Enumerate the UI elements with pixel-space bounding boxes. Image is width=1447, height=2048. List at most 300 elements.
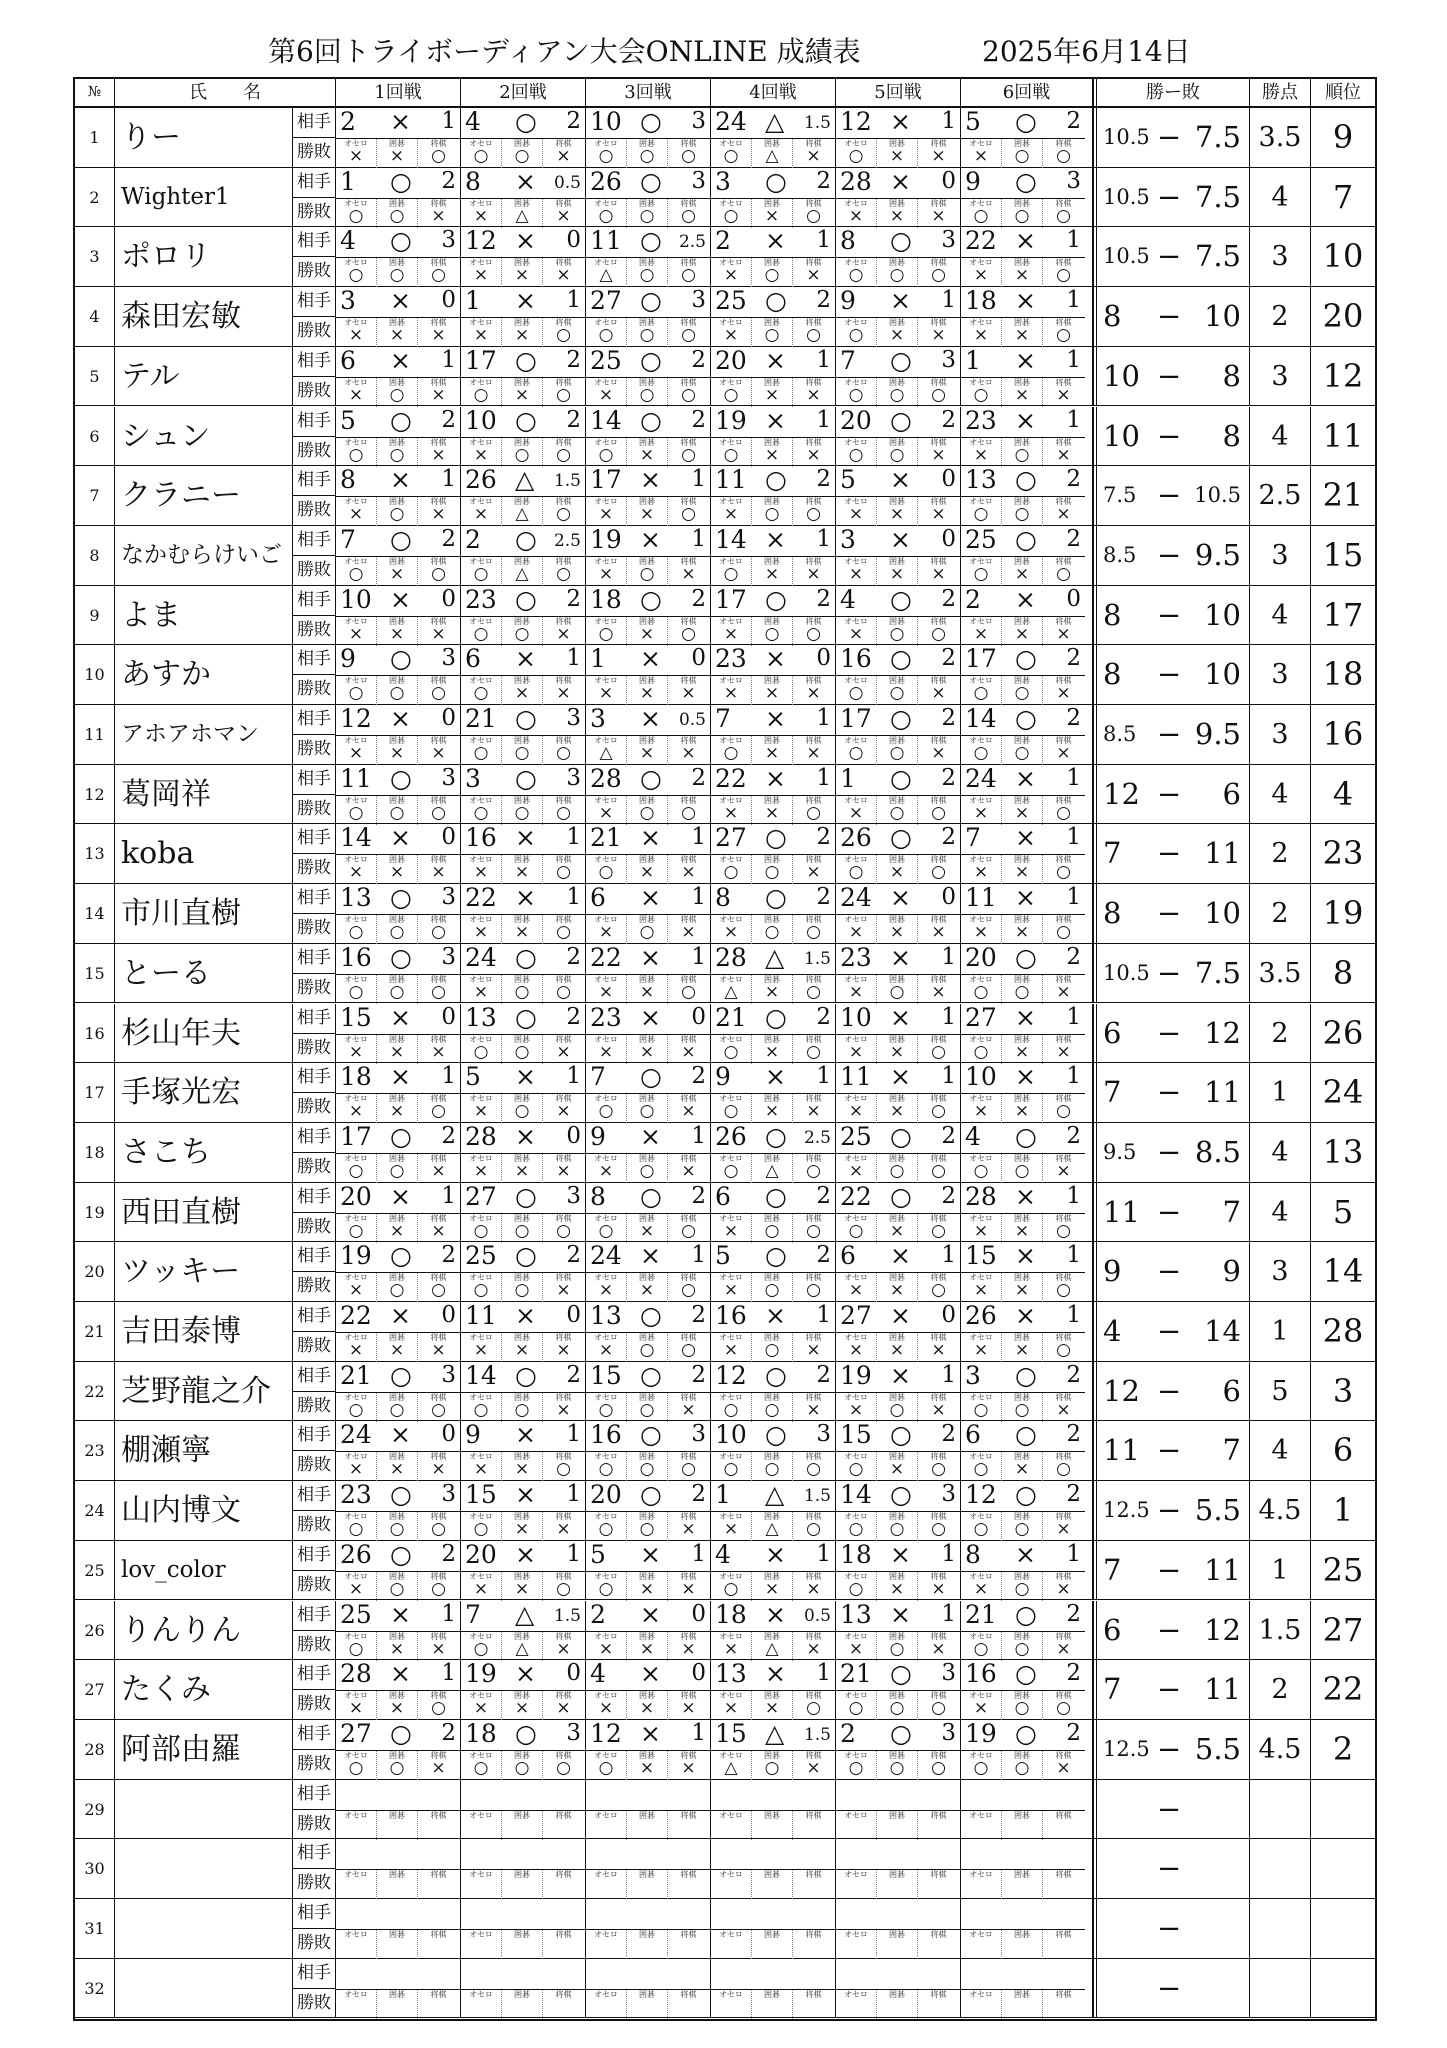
match-points: 2 [1066, 1481, 1081, 1508]
game-result: ○ [764, 1757, 780, 1778]
match-result-mark: ○ [890, 1718, 912, 1748]
game-label: オセロ [344, 139, 368, 148]
round-cell [836, 1123, 961, 1182]
round-cell [336, 407, 461, 466]
game-label: 囲碁 [889, 377, 905, 387]
result-label: 勝敗 [297, 798, 331, 819]
game-label: 囲碁 [889, 556, 905, 566]
game-result-cell [877, 736, 918, 765]
game-label: オセロ [719, 318, 743, 328]
game-label: 将棋 [430, 1094, 447, 1104]
match-points: 2 [441, 167, 456, 194]
game-label: 将棋 [930, 1930, 947, 1939]
game-result-cell [543, 1572, 584, 1601]
game-label: 将棋 [1055, 1452, 1072, 1462]
opponent-number: 4 [465, 107, 481, 136]
round-cell [586, 287, 711, 346]
game-result-cell [377, 318, 418, 347]
game-label: 将棋 [930, 1213, 947, 1223]
game-result: ○ [806, 1160, 821, 1181]
win-loss [1097, 347, 1250, 406]
match-points: 3 [941, 1660, 956, 1687]
total-points: 3 [1250, 347, 1311, 406]
game-result-cell [418, 1632, 459, 1661]
match-points: 1 [816, 346, 831, 373]
match-points: 2 [1066, 108, 1081, 134]
game-result: ○ [848, 1519, 864, 1540]
match-result-mark: ○ [640, 405, 662, 435]
match-points: 1 [816, 705, 831, 731]
game-result-cell [668, 1870, 709, 1899]
wins: 12 [1103, 776, 1140, 811]
game-result-cell [836, 736, 877, 765]
opponent-label: 相手 [293, 1063, 335, 1093]
opponent-number: 4 [590, 1659, 606, 1689]
round-cell [836, 407, 961, 466]
match-result-mark: × [640, 1002, 661, 1032]
game-result-cell [336, 915, 377, 944]
game-label: 将棋 [930, 258, 947, 268]
match-points: 0 [816, 645, 831, 672]
game-label: 将棋 [930, 1452, 947, 1462]
game-label: 将棋 [930, 377, 947, 387]
match-result-mark: ○ [640, 584, 662, 614]
game-result: × [348, 146, 364, 166]
game-result: ○ [723, 1041, 739, 1062]
game-result-cell [336, 1273, 377, 1302]
game-label: 将棋 [555, 1094, 572, 1104]
table-row [75, 645, 1375, 705]
opponent-number: 22 [715, 763, 747, 793]
game-result-cell [586, 1154, 627, 1183]
game-result-cell [668, 1990, 709, 2019]
game-label: オセロ [469, 1930, 493, 1939]
total-points: 2.5 [1250, 466, 1311, 525]
total-points: 4 [1250, 586, 1311, 645]
game-result: ○ [473, 146, 489, 166]
match-result-mark: ○ [765, 166, 787, 196]
game-label: オセロ [844, 318, 868, 328]
table-row [75, 1839, 1375, 1899]
game-result-cell [418, 1512, 459, 1541]
game-result-cell [586, 855, 627, 884]
game-label: 囲碁 [639, 1571, 655, 1581]
game-label: 囲碁 [764, 1153, 780, 1163]
match-result-mark: ○ [890, 1480, 912, 1510]
round-cell [711, 1780, 836, 1839]
round-cell [586, 1063, 711, 1122]
opponent-number: 27 [840, 1301, 872, 1330]
game-label: オセロ [344, 974, 368, 984]
game-label: 囲碁 [514, 1930, 530, 1939]
game-label: オセロ [844, 616, 868, 626]
game-label: 囲碁 [389, 1750, 405, 1760]
game-result-cell [918, 1512, 959, 1541]
total-points: 3 [1250, 526, 1311, 585]
game-label: 囲碁 [639, 1452, 655, 1462]
round-cell [961, 824, 1093, 883]
dash: − [1157, 955, 1182, 990]
game-label: 将棋 [430, 795, 447, 805]
game-result-cell [377, 1035, 418, 1064]
game-result: ○ [723, 862, 739, 883]
game-result: ○ [848, 146, 864, 166]
game-result-cell [877, 1214, 918, 1243]
game-result: × [973, 444, 989, 465]
game-label: 囲碁 [889, 1153, 905, 1163]
game-result: × [598, 563, 614, 584]
game-result-cell [377, 139, 418, 168]
game-label: 将棋 [1055, 616, 1072, 626]
game-label: 将棋 [680, 1691, 697, 1701]
opponent-number: 11 [840, 1062, 872, 1092]
game-result: ○ [639, 1160, 655, 1181]
game-label: 将棋 [1055, 1333, 1072, 1342]
game-label: 将棋 [430, 198, 447, 208]
match-points: 1 [441, 108, 456, 134]
game-result: × [973, 802, 989, 823]
game-result: ○ [806, 1698, 821, 1719]
result-label: 勝敗 [297, 261, 331, 282]
opponent-label: 相手 [293, 1601, 335, 1631]
opponent-number: 7 [340, 524, 356, 554]
player-name: りー [115, 108, 293, 167]
match-result-mark: × [390, 465, 411, 495]
game-result: × [556, 1160, 571, 1181]
opponent-number: 17 [965, 644, 997, 674]
match-points: 0 [941, 884, 956, 911]
game-result-cell [502, 1512, 543, 1541]
table-row [75, 705, 1375, 765]
event-date: 2025年6月14日 [982, 35, 1191, 68]
row-labels [293, 407, 336, 466]
round-cell [336, 824, 461, 883]
game-label: オセロ [469, 676, 493, 686]
match-result-mark: × [765, 704, 786, 733]
game-label: オセロ [594, 377, 618, 387]
game-label: 将棋 [805, 616, 822, 626]
match-result-mark: × [1015, 1181, 1036, 1211]
opponent-number: 12 [590, 1718, 622, 1748]
game-label: 囲碁 [514, 556, 530, 566]
game-result: × [1014, 802, 1030, 823]
opponent-number: 28 [340, 1659, 372, 1689]
win-loss [1097, 526, 1250, 585]
game-result-cell [836, 1691, 877, 1720]
game-label: 囲碁 [389, 676, 405, 686]
win-loss [1097, 1660, 1250, 1719]
game-result-cell [418, 1094, 459, 1123]
game-result-cell [961, 796, 1002, 825]
game-label: 将棋 [805, 1512, 822, 1522]
result-label: 勝敗 [297, 1694, 331, 1715]
game-result: × [348, 384, 364, 405]
game-result: × [723, 802, 739, 823]
opponent-number: 27 [465, 1181, 497, 1211]
game-result: ○ [348, 563, 364, 584]
game-result-cell [461, 1870, 502, 1899]
game-result-cell [336, 1572, 377, 1601]
game-label: 将棋 [680, 1094, 697, 1104]
game-result-cell [543, 318, 584, 347]
match-result-mark: ○ [1015, 1420, 1037, 1450]
game-label: 囲碁 [889, 1094, 905, 1104]
game-result: ○ [639, 325, 655, 346]
game-label: 将棋 [430, 1392, 447, 1402]
game-label: オセロ [594, 1512, 618, 1522]
game-result: ○ [598, 146, 614, 166]
round-cell [461, 1242, 586, 1301]
game-label: 将棋 [430, 437, 447, 447]
game-result-cell [711, 199, 752, 228]
game-result-cell [586, 1572, 627, 1601]
game-label: オセロ [344, 318, 368, 328]
game-label: オセロ [969, 855, 993, 865]
game-result-cell [418, 915, 459, 944]
game-result: × [889, 922, 905, 943]
round-cell [711, 765, 836, 824]
round-cell [711, 1601, 836, 1660]
game-label: 将棋 [555, 676, 572, 686]
game-result: ○ [348, 1519, 364, 1540]
game-label: オセロ [844, 198, 868, 208]
table-row [75, 1242, 1375, 1302]
match-result-mark: × [515, 1659, 536, 1689]
game-label: 将棋 [930, 437, 947, 447]
game-result-cell [586, 1811, 627, 1840]
total-points: 4.5 [1250, 1481, 1311, 1540]
game-label: 将棋 [555, 1392, 572, 1402]
game-result-cell [1002, 736, 1043, 765]
match-result-mark: ○ [515, 405, 537, 435]
result-label: 勝敗 [297, 559, 331, 580]
wins: 12 [1103, 1373, 1140, 1408]
game-result: ○ [1056, 205, 1071, 226]
game-result-cell [586, 199, 627, 228]
game-result: ○ [1056, 1220, 1071, 1241]
game-result-cell [418, 258, 459, 287]
game-label: オセロ [844, 1273, 868, 1283]
game-result: × [889, 862, 905, 883]
match-points: 1 [816, 406, 831, 433]
player-name: クラニー [115, 466, 293, 525]
game-result-cell [586, 438, 627, 467]
player-name: 吉田泰博 [115, 1302, 293, 1361]
game-result-cell [336, 855, 377, 884]
game-result-cell [711, 1154, 752, 1183]
game-result: ○ [1014, 444, 1030, 465]
game-result-cell [793, 318, 834, 347]
opponent-number: 8 [590, 1181, 606, 1211]
player-name: 杉山年夫 [115, 1004, 293, 1063]
row-labels [293, 108, 336, 167]
round-cell [711, 287, 836, 346]
match-points: 1 [566, 287, 581, 314]
game-result-cell [711, 258, 752, 287]
match-points: 2.5 [803, 1127, 831, 1148]
game-result-cell [752, 1154, 793, 1183]
game-result: ○ [723, 444, 739, 465]
total-points: 4 [1250, 1183, 1311, 1242]
game-result-cell [711, 1691, 752, 1720]
match-points: 1 [941, 287, 956, 314]
round-cell [961, 1004, 1093, 1063]
game-label: オセロ [969, 676, 993, 686]
game-label: 将棋 [555, 139, 572, 148]
game-result: × [556, 623, 571, 644]
wins: 11 [1103, 1194, 1140, 1229]
game-result-cell [793, 1273, 834, 1302]
game-result-cell [461, 1811, 502, 1840]
game-label: オセロ [344, 855, 368, 865]
dash: − [1157, 239, 1182, 274]
game-result-cell [586, 1094, 627, 1123]
opponent-number: 22 [840, 1181, 872, 1211]
row-labels [293, 1660, 336, 1719]
round-cell [711, 347, 836, 406]
game-result-cell [1002, 1691, 1043, 1720]
match-points: 1 [441, 346, 456, 373]
game-result: × [348, 1578, 364, 1599]
match-points: 2 [816, 287, 831, 314]
game-result-cell [793, 258, 834, 287]
game-result-cell [918, 676, 959, 705]
game-label: 囲碁 [389, 855, 405, 865]
game-result-cell [502, 1094, 543, 1123]
game-label: オセロ [344, 1452, 368, 1462]
game-result-cell [586, 1452, 627, 1481]
table-row [75, 1481, 1375, 1541]
match-result-mark: ○ [515, 524, 537, 554]
game-result-cell [627, 975, 668, 1004]
game-result-cell [877, 1094, 918, 1123]
game-label: 将棋 [930, 1691, 947, 1701]
game-result-cell [461, 557, 502, 586]
round-cell [586, 347, 711, 406]
table-row [75, 168, 1375, 228]
game-result-cell [418, 497, 459, 526]
game-label: 囲碁 [514, 1153, 530, 1163]
rank: 8 [1332, 953, 1354, 992]
game-result: ○ [473, 623, 489, 644]
opponent-number: 25 [715, 286, 747, 316]
match-result-mark: × [890, 524, 911, 554]
game-result-cell [461, 258, 502, 287]
game-result: ○ [431, 683, 446, 704]
round-cell [461, 705, 586, 764]
result-label: 勝敗 [297, 1336, 331, 1356]
opponent-number: 8 [340, 465, 356, 495]
round-cell [461, 407, 586, 466]
game-label: 将棋 [930, 736, 947, 745]
round-cell [336, 227, 461, 286]
dash: − [1157, 1672, 1182, 1707]
match-result-mark: ○ [515, 704, 537, 733]
wins: 8 [1103, 896, 1122, 931]
opponent-number: 10 [840, 1002, 872, 1032]
game-result-cell [836, 975, 877, 1004]
match-points: 0 [941, 1302, 956, 1328]
game-result: × [681, 563, 696, 584]
game-result: △ [599, 743, 613, 763]
game-result-cell [627, 1214, 668, 1243]
player-name [115, 1959, 293, 2018]
game-label: 将棋 [1055, 1094, 1072, 1104]
player-name: よま [115, 586, 293, 645]
game-label: オセロ [844, 1870, 868, 1880]
round-cell [336, 765, 461, 824]
game-result: ○ [764, 922, 780, 943]
game-result-cell [877, 1333, 918, 1362]
round-cell [711, 1839, 836, 1898]
round-cell [711, 168, 836, 227]
round-cell [586, 1242, 711, 1301]
opponent-number: 20 [590, 1480, 622, 1510]
game-label: 囲碁 [639, 437, 655, 447]
game-result-cell [336, 318, 377, 347]
opponent-number: 25 [840, 1121, 872, 1151]
game-result-cell [543, 1930, 584, 1959]
opponent-number: 14 [965, 704, 997, 733]
game-label: 将棋 [430, 1691, 447, 1701]
round-cell [836, 1601, 961, 1660]
game-result-cell [1002, 199, 1043, 228]
match-points: 0.5 [803, 1605, 831, 1626]
win-loss [1097, 884, 1250, 943]
game-label: 将棋 [1055, 1273, 1072, 1283]
match-points: 1 [566, 824, 581, 851]
game-label: 将棋 [555, 915, 572, 925]
game-result-cell [1043, 557, 1084, 586]
rank: 6 [1332, 1431, 1354, 1470]
game-result: ○ [764, 623, 780, 644]
dash: − [1157, 120, 1182, 154]
opponent-number: 9 [965, 166, 981, 196]
win-loss [1097, 1541, 1250, 1600]
game-result-cell [377, 975, 418, 1004]
game-result: ○ [473, 1638, 489, 1659]
opponent-label: 相手 [293, 765, 335, 795]
opponent-number: 7 [965, 823, 981, 853]
game-label: オセロ [469, 915, 493, 925]
game-result: ○ [348, 922, 364, 943]
game-label: 将棋 [680, 139, 697, 148]
match-result-mark: ○ [640, 763, 662, 793]
game-result-cell [461, 915, 502, 944]
round-cell [336, 1004, 461, 1063]
game-result-cell [418, 676, 459, 705]
game-result: ○ [889, 743, 905, 763]
game-label: オセロ [719, 1870, 743, 1880]
game-result: × [764, 444, 780, 465]
game-result-cell [543, 676, 584, 705]
game-result: ○ [764, 265, 780, 286]
game-result-cell [918, 557, 959, 586]
game-label: オセロ [844, 1810, 868, 1820]
match-points: 0 [441, 824, 456, 851]
game-label: 囲碁 [764, 258, 780, 268]
match-result-mark: ○ [640, 1360, 662, 1390]
opponent-label: 相手 [293, 1899, 335, 1929]
total-points: 4 [1250, 407, 1311, 466]
dash: − [1157, 896, 1182, 931]
opponent-label: 相手 [293, 466, 335, 496]
match-points: 2 [816, 1182, 831, 1209]
game-result-cell [711, 1811, 752, 1840]
match-result-mark: ○ [390, 644, 412, 674]
game-result-cell [461, 975, 502, 1004]
table-row [75, 1123, 1375, 1183]
